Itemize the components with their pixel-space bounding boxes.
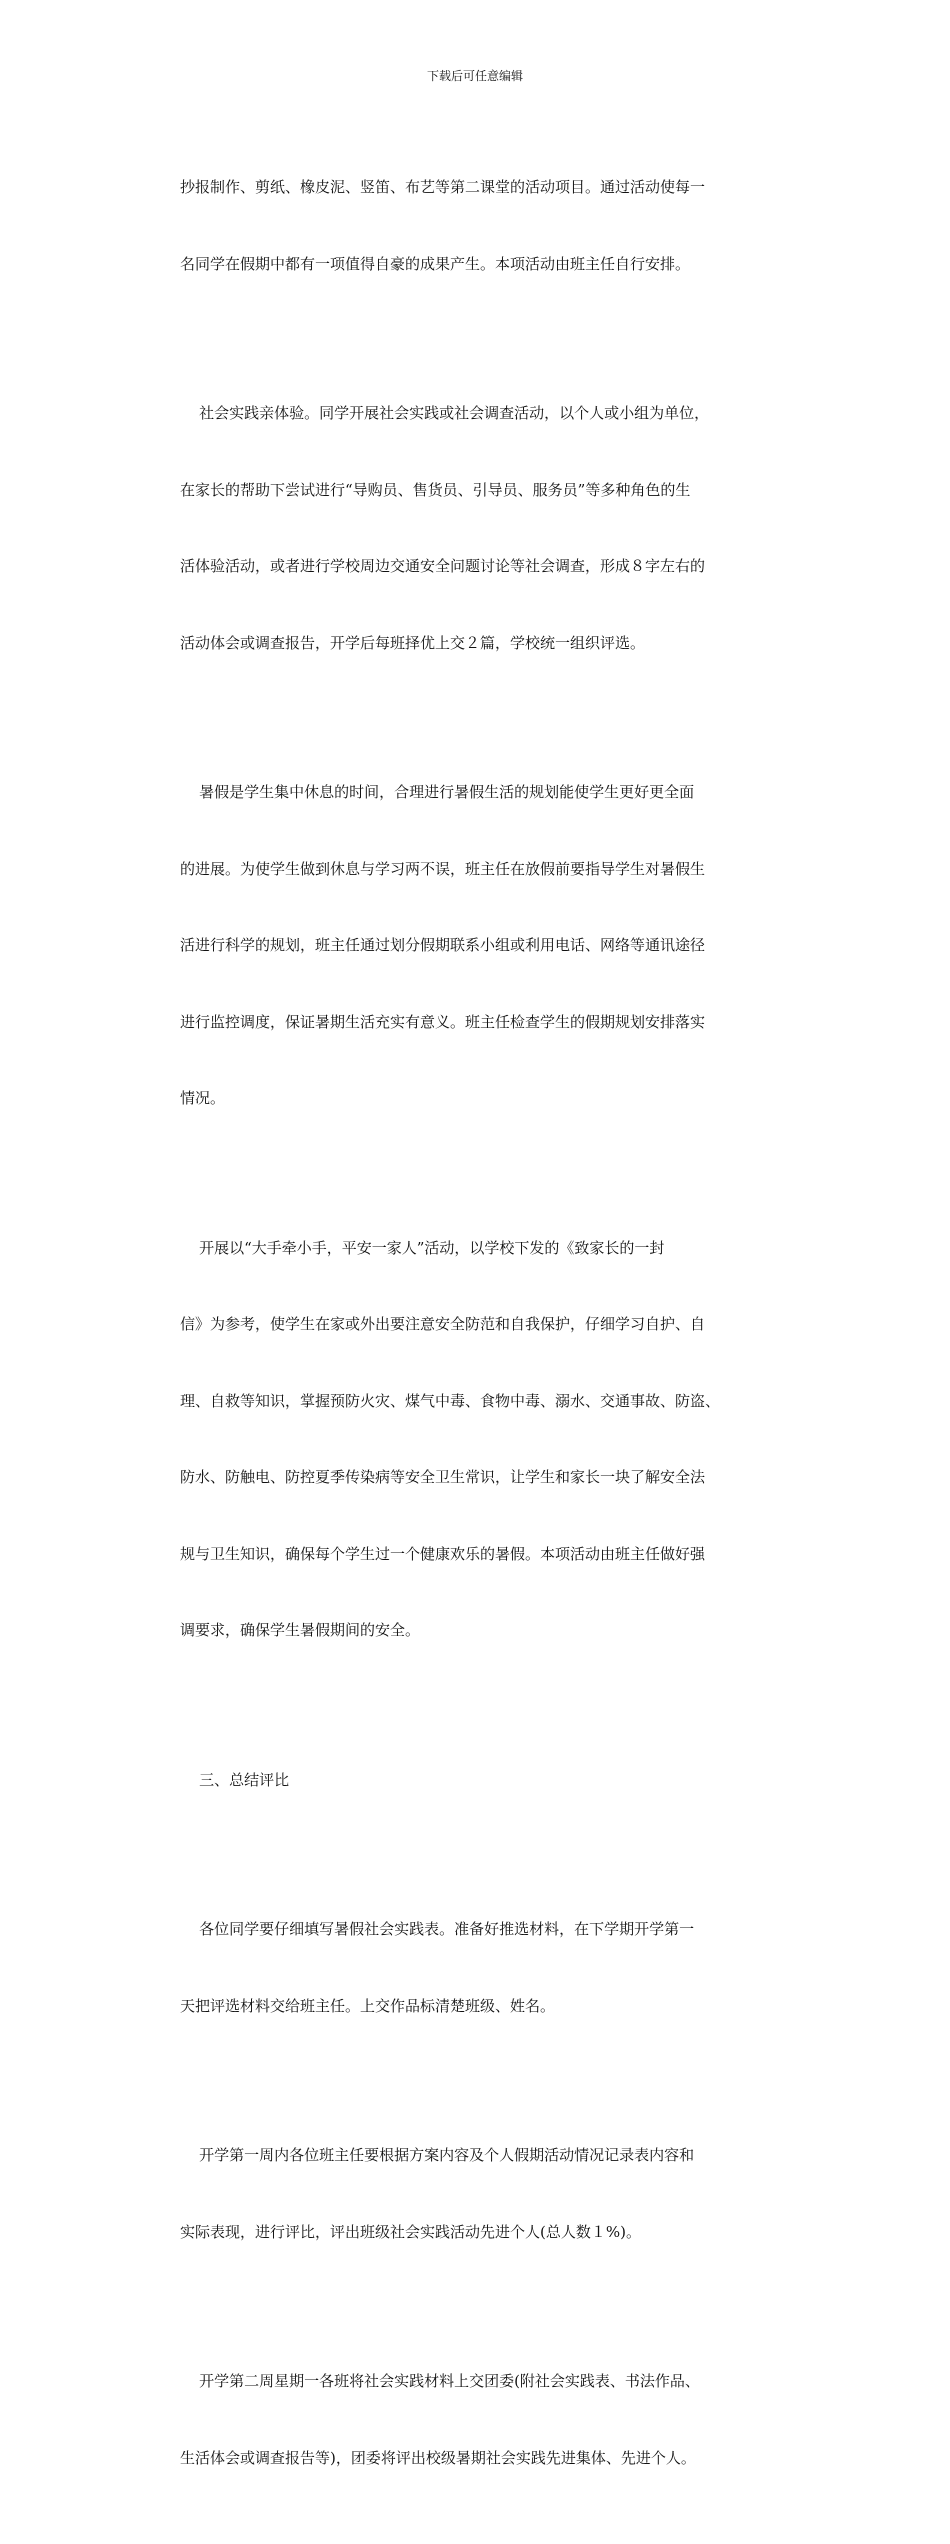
paragraph xyxy=(180,2092,775,2296)
text-line: 活进行科学的规划，班主任通过划分假期联系小组或利用电话、网络等通讯途径 xyxy=(180,936,706,954)
page-header xyxy=(0,66,950,86)
paragraph xyxy=(180,2318,775,2522)
text-line: 抄报制作、剪纸、橡皮泥、竖笛、布艺等第二课堂的活动项目。通过活动使每一 xyxy=(180,178,706,196)
text-line: 活体验活动，或者进行学校周边交通安全问题讨论等社会调查，形成８字左右的 xyxy=(180,557,706,575)
text-line: 信》为参考，使学生在家或外出要注意安全防范和自我保护，仔细学习自护、自 xyxy=(180,1315,706,1333)
paragraph xyxy=(180,1866,775,2070)
text-line: 社会实践亲体验。同学开展社会实践或社会调查活动，以个人或小组为单位， xyxy=(180,404,710,422)
heading-text: 三、总结评比 xyxy=(180,1770,290,1789)
text-line: 在家长的帮助下尝试进行“导购员、售货员、引导员、服务员”等多种角色的生 xyxy=(180,480,691,499)
text-line: 规与卫生知识，确保每个学生过一个健康欢乐的暑假。本项活动由班主任做好强 xyxy=(180,1544,706,1563)
text-line: 名同学在假期中都有一项值得自豪的成果产生。本项活动由班主任自行安排。 xyxy=(180,254,691,273)
paragraph xyxy=(180,1185,775,1695)
text-line: 防水、防触电、防控夏季传染病等安全卫生常识，让学生和家长一块了解安全法 xyxy=(180,1468,706,1486)
paragraph xyxy=(180,350,775,707)
text-line: 理、自救等知识，掌握预防火灾、煤气中毒、食物中毒、溺水、交通事故、防盗、 xyxy=(180,1391,721,1410)
text-line: 调要求，确保学生暑假期间的安全。 xyxy=(180,1621,421,1639)
text-line: 天把评选材料交给班主任。上交作品标清楚班级、姓名。 xyxy=(180,1996,556,2015)
text-line: 进行监控调度，保证暑期生活充实有意义。班主任检查学生的假期规划安排落实 xyxy=(180,1012,706,1031)
paragraph xyxy=(180,124,775,328)
text-line: 开学第二周星期一各班将社会实践材料上交团委(附社会实践表、书法作品、 xyxy=(180,2372,700,2390)
header-text: 下载后可任意编辑 xyxy=(426,69,523,83)
text-line: 情况。 xyxy=(180,1089,226,1107)
section-heading xyxy=(180,1717,775,1845)
text-line: 活动体会或调查报告，开学后每班择优上交２篇，学校统一组织评选。 xyxy=(180,633,646,652)
document-body xyxy=(180,124,775,2544)
text-line: 生活体会或调查报告等)，团委将评出校级暑期社会实践先进集体、先进个人。 xyxy=(180,2448,696,2467)
text-line: 开展以“大手牵小手，平安一家人”活动，以学校下发的《致家长的一封 xyxy=(180,1238,665,1257)
text-line: 的进展。为使学生做到休息与学习两不误，班主任在放假前要指导学生对暑假生 xyxy=(180,859,706,878)
text-line: 各位同学要仔细填写暑假社会实践表。准备好推选材料，在下学期开学第一 xyxy=(180,1920,695,1938)
paragraph xyxy=(180,729,775,1163)
text-line: 暑假是学生集中休息的时间，合理进行暑假生活的规划能使学生更好更全面 xyxy=(180,783,695,801)
text-line: 开学第一周内各位班主任要根据方案内容及个人假期活动情况记录表内容和 xyxy=(180,2146,695,2164)
text-line: 实际表现，进行评比，评出班级社会实践活动先进个人(总人数１%)。 xyxy=(180,2222,641,2241)
